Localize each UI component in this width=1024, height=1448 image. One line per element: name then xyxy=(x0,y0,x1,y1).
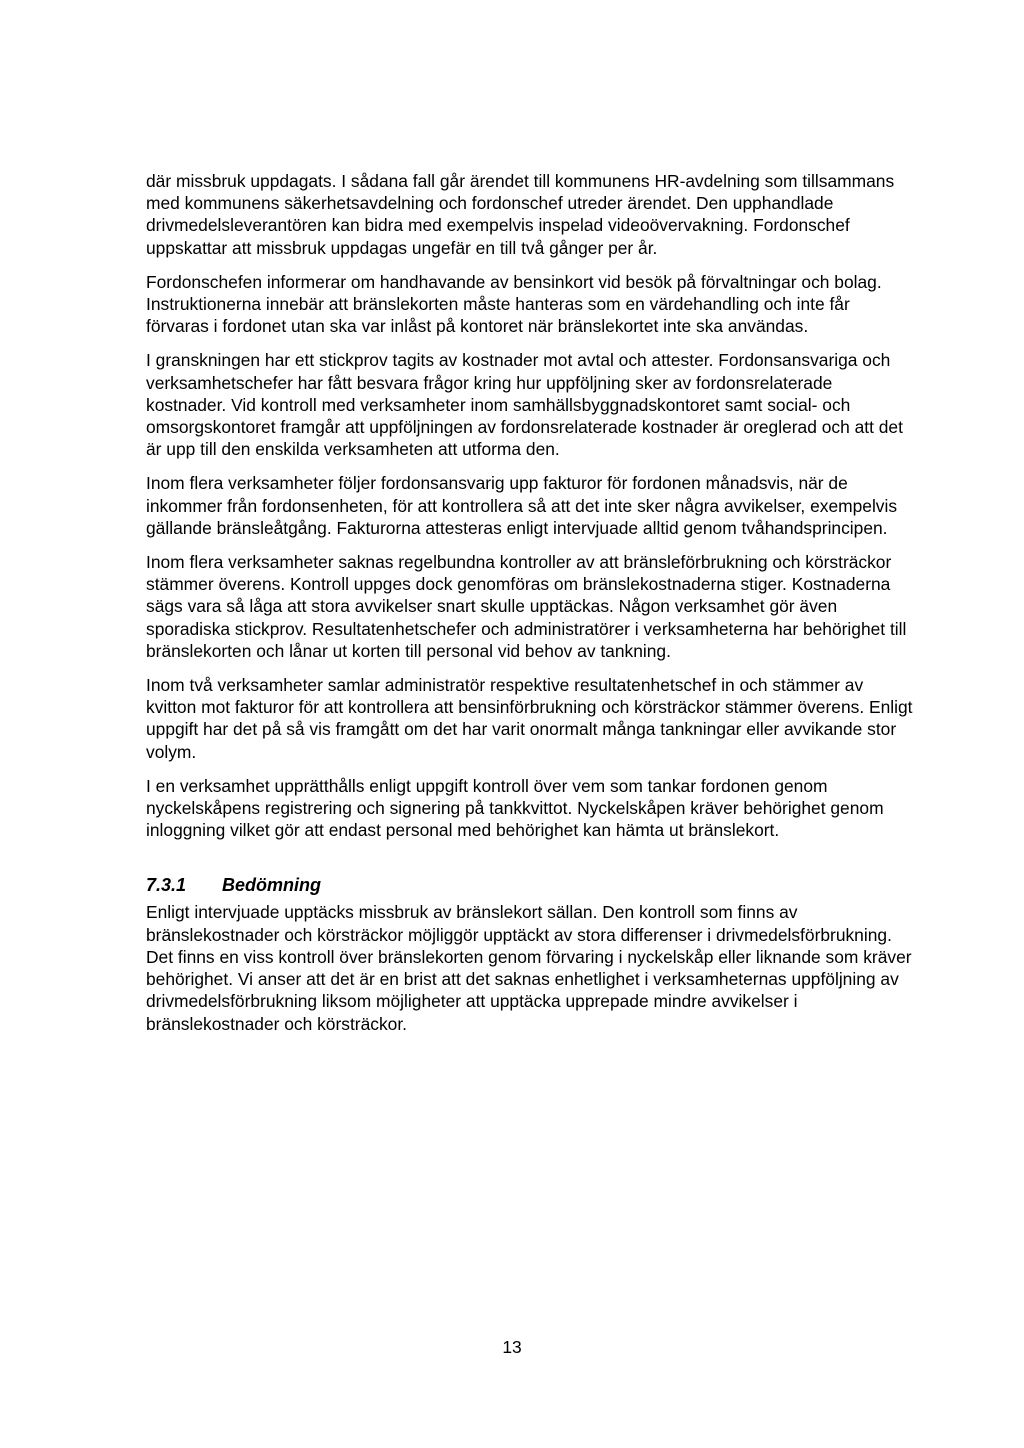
paragraph: där missbruk uppdagats. I sådana fall går ärendet till kommunens HR-avdelning som tillsammans med kommunens säkerhetsavdelning och fordonschef utreder ärendet. Den upphandlade drivmedelsleverantören kan bidra med exempelvis inspelad videoövervakning. Fordonschef uppskattar att missbruk uppdagas ungefär en till två gånger per år. xyxy=(146,171,895,258)
paragraph: Inom två verksamheter samlar administratör respektive resultatenhetschef in och stämmer av kvitton mot fakturor för att kontrollera att bensinförbrukning och körsträckor stämmer överens. Enligt uppgift har det på så vis framgått om det har varit onormalt många tankningar eller avvikande stor volym. xyxy=(146,675,913,762)
section-title: Bedömning xyxy=(222,875,321,896)
paragraph: Enligt intervjuade upptäcks missbruk av bränslekort sällan. Den kontroll som finns av bränslekostnader och körsträckor möjliggör upptäckt av stora differenser i drivmedelsförbrukning. Det finns en viss kontroll över bränslekorten genom förvaring i nyckelskåp eller liknande som kräver behörighet. Vi anser att det är en brist att det saknas enhetlighet i verksamheternas uppföljning av drivmedelsförbrukning liksom möjligheter att upptäcka upprepade mindre avvikelser i bränslekostnader och körsträckor. xyxy=(146,902,912,1034)
paragraph: Inom flera verksamheter saknas regelbundna kontroller av att bränsleförbrukning och körsträckor stämmer överens. Kontroll uppges dock genomföras om bränslekostnaderna stiger. Kostnaderna sägs vara så låga att stora avvikelser snart skulle upptäckas. Någon verksamhet gör även sporadiska stickprov. Resultatenhetschefer och administratörer i verksamheterna har behörighet till bränslekorten och lånar ut korten till personal vid behov av tankning. xyxy=(146,552,907,661)
paragraph: Inom flera verksamheter följer fordonsansvarig upp fakturor för fordonen månadsvis, när de inkommer från fordonsenheten, för att kontrollera så att det inte sker några avvikelser, exempelvis gällande bränsleåtgång. Fakturorna attesteras enligt intervjuade alltid genom tvåhandsprincipen. xyxy=(146,473,898,538)
paragraph: I en verksamhet upprätthålls enligt uppgift kontroll över vem som tankar fordonen genom nyckelskåpens registrering och signering på tankkvittot. Nyckelskåpen kräver behörighet genom inloggning vilket gör att endast personal med behörighet kan hämta ut bränslekort. xyxy=(146,775,884,841)
paragraph: I granskningen har ett stickprov tagits av kostnader mot avtal och attester. Fordonsansvariga och verksamhetschefer har fått besvara frågor kring hur uppföljning sker av fordonsrelaterade kostnader. Vid kontroll med verksamheter inom samhällsbyggnadskontoret samt social- och omsorgskontoret framgår att uppföljningen av fordonsrelaterade kostnader är oreglerad och att det är upp till den enskilda verksamheten att utforma den. xyxy=(146,350,903,460)
page-number: 13 xyxy=(502,1337,522,1357)
document-body xyxy=(146,170,916,1047)
paragraph: Fordonschefen informerar om handhavande av bensinkort vid besök på förvaltningar och bolag. Instruktionerna innebär att bränslekorten måste hanteras som en värdehandling och inte får förvaras i fordonet utan ska var inlåst på kontoret när bränslekortet inte ska användas. xyxy=(146,271,882,337)
section-number: 7.3.1 xyxy=(146,875,187,896)
section-heading xyxy=(146,873,916,897)
